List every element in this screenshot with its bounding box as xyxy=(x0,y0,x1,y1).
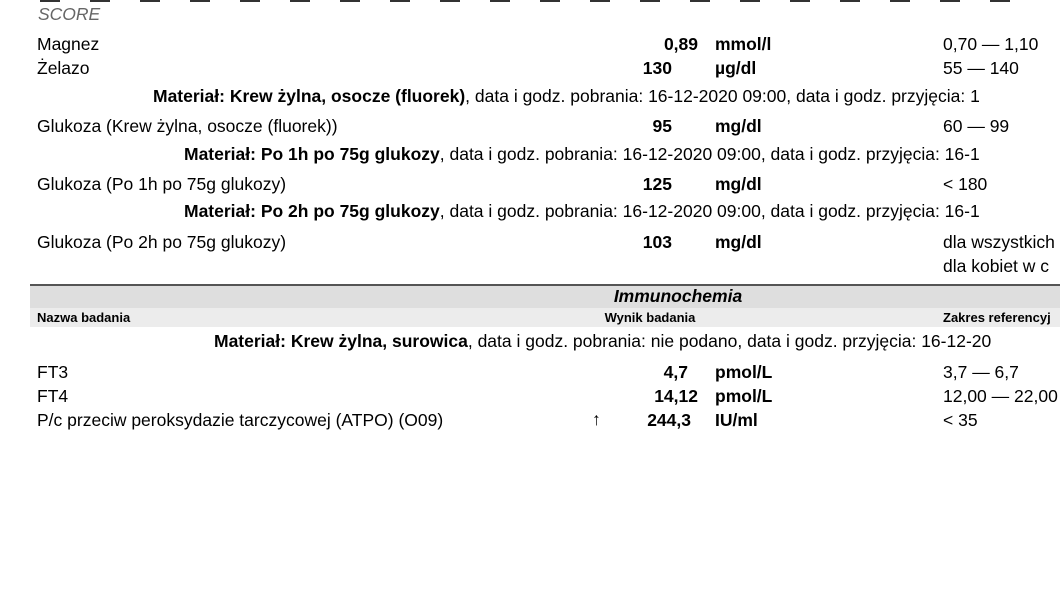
test-range-ft3: 3,7 — 6,7 xyxy=(943,362,1019,382)
test-name-zelazo: Żelazo xyxy=(37,58,90,78)
score-label: SCORE xyxy=(38,4,101,24)
test-range-magnez: 0,70 — 1,10 xyxy=(943,34,1039,54)
test-value-glukoza-1h: 125 xyxy=(642,174,672,194)
material-label: Materiał: Krew żylna, surowica xyxy=(214,331,468,351)
test-unit-zelazo: µg/dl xyxy=(715,58,757,78)
test-name-glukoza-1h: Glukoza (Po 1h po 75g glukozy) xyxy=(37,174,287,194)
test-range-glukoza-2h-line2: dla kobiet w c xyxy=(943,256,1050,276)
test-unit-ft3: pmol/L xyxy=(715,362,773,382)
test-unit-glukoza-2h: mg/dl xyxy=(715,232,762,252)
material-details: , data i godz. pobrania: 16-12-2020 09:00, data i godz. przyjęcia: 16-1 xyxy=(439,201,980,221)
material-label: Materiał: Krew żylna, osocze (fluorek) xyxy=(153,86,466,106)
test-value-magnez: 0,89 xyxy=(663,34,698,54)
test-value-ft4: 14,12 xyxy=(654,386,698,406)
test-range-glukoza-fluorek: 60 — 99 xyxy=(943,116,1010,136)
test-name-atpo: P/c przeciw peroksydazie tarczycowej (ATPO) (O09) xyxy=(37,410,444,430)
arrow-up-icon: ↑ xyxy=(592,409,601,429)
test-name-magnez: Magnez xyxy=(37,34,100,54)
section-title-immunochemia: Immunochemia xyxy=(613,286,743,306)
material-line-fluorek xyxy=(153,86,980,106)
test-value-zelazo: 130 xyxy=(642,58,672,78)
material-label: Materiał: Po 1h po 75g glukozy xyxy=(184,144,440,164)
test-unit-magnez: mmol/l xyxy=(715,34,772,54)
test-name-ft3: FT3 xyxy=(37,362,69,382)
material-details: , data i godz. pobrania: 16-12-2020 09:00, data i godz. przyjęcia: 16-1 xyxy=(439,144,980,164)
test-range-zelazo: 55 — 140 xyxy=(943,58,1019,78)
test-name-glukoza-fluorek: Glukoza (Krew żylna, osocze (fluorek)) xyxy=(37,116,338,136)
material-line-2h xyxy=(184,201,980,221)
test-value-ft3: 4,7 xyxy=(663,362,688,382)
test-name-glukoza-2h: Glukoza (Po 2h po 75g glukozy) xyxy=(37,232,287,252)
test-value-glukoza-2h: 103 xyxy=(642,232,672,252)
test-unit-glukoza-1h: mg/dl xyxy=(715,174,762,194)
test-range-glukoza-1h: < 180 xyxy=(943,174,988,194)
material-label: Materiał: Po 2h po 75g glukozy xyxy=(184,201,440,221)
column-header-range: Zakres referencyj xyxy=(943,310,1051,325)
test-unit-glukoza-fluorek: mg/dl xyxy=(715,116,762,136)
test-value-atpo: 244,3 xyxy=(647,410,691,430)
material-line-1h xyxy=(184,144,980,164)
column-header-name: Nazwa badania xyxy=(37,310,131,325)
test-value-glukoza-fluorek: 95 xyxy=(652,116,672,136)
test-name-ft4: FT4 xyxy=(37,386,69,406)
column-header-result: Wynik badania xyxy=(604,310,696,325)
test-unit-ft4: pmol/L xyxy=(715,386,773,406)
material-details: , data i godz. pobrania: 16-12-2020 09:00, data i godz. przyjęcia: 1 xyxy=(465,86,980,106)
material-details: , data i godz. pobrania: nie podano, data i godz. przyjęcia: 16-12-20 xyxy=(467,331,992,351)
test-range-atpo: < 35 xyxy=(943,410,978,430)
test-range-glukoza-2h-line1: dla wszystkich xyxy=(943,232,1055,252)
cut-off-text-line xyxy=(40,0,1060,3)
column-header-bar xyxy=(30,308,1060,327)
test-range-ft4: 12,00 — 22,00 xyxy=(943,386,1058,406)
material-line-surowica xyxy=(214,331,991,351)
test-unit-atpo: IU/ml xyxy=(715,410,758,430)
